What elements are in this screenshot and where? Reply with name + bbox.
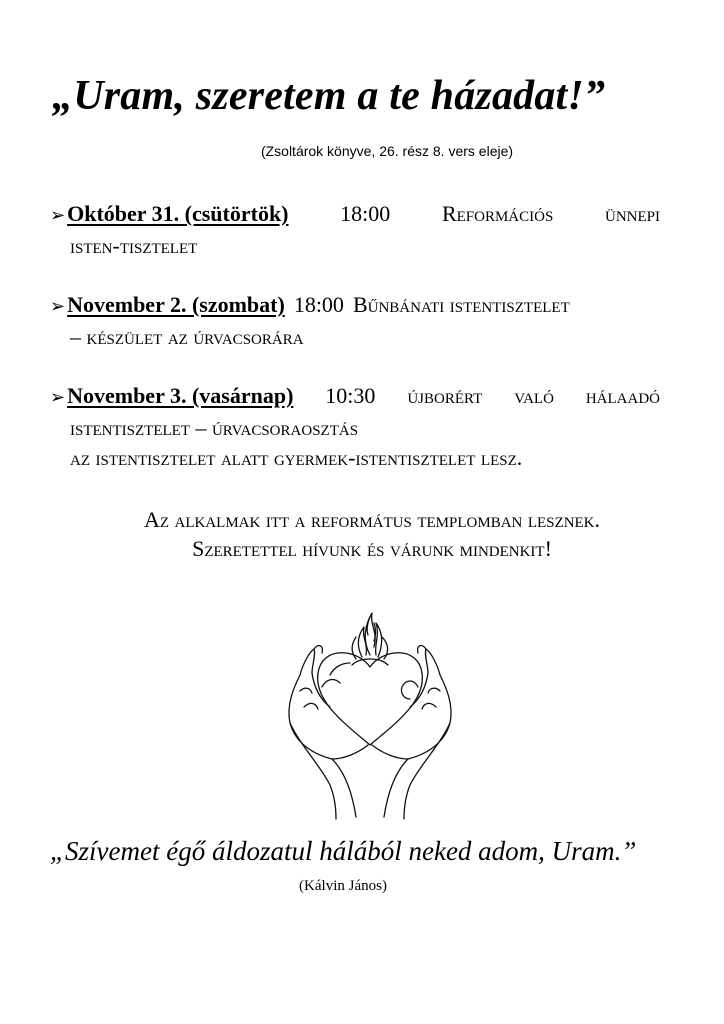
- closing-line: Szeretettel hívunk és várunk mindenkit!: [192, 536, 552, 561]
- event-time: 18:00: [293, 292, 344, 317]
- event-date: November 3. (vasárnap): [67, 383, 294, 408]
- hands-holding-burning-heart-icon: [270, 595, 470, 825]
- bible-reference: (Zsoltárok könyve, 26. rész 8. vers eleje): [260, 143, 514, 159]
- event-item: [50, 290, 660, 352]
- event-date-group: [50, 290, 285, 322]
- event-heading-line: [50, 290, 660, 322]
- event-continuation: – készület az úrvacsorára: [70, 324, 304, 349]
- event-date: November 2. (szombat): [67, 292, 285, 317]
- event-heading-line: [50, 199, 660, 231]
- event-time: 18:00: [340, 201, 391, 226]
- event-time: 10:30: [325, 383, 376, 408]
- closing-line: Az alkalmak itt a református templomban lesznek.: [143, 507, 601, 532]
- event-item: [50, 381, 660, 473]
- event-date-group: [50, 381, 293, 413]
- event-desc-word: újborért: [407, 383, 483, 408]
- flame-icon: [352, 613, 388, 665]
- event-continuation: isten-tisztelet: [70, 233, 198, 258]
- closing-quote: „Szívemet égő áldozatul hálából neked adom, Uram.”: [50, 836, 637, 866]
- event-desc-word: ünnepi: [604, 201, 660, 226]
- arrow-bullet-icon: ➢: [50, 296, 66, 317]
- event-date-group: [50, 199, 289, 231]
- event-item: [50, 199, 660, 261]
- event-heading-line: [50, 381, 660, 413]
- event-desc-word: Reformációs: [441, 201, 554, 226]
- event-desc: Bűnbánati istentisztelet: [352, 292, 570, 317]
- event-date: Október 31. (csütörtök): [67, 201, 289, 226]
- quote-author: (Kálvin János): [299, 878, 387, 894]
- event-desc-word: hálaadó: [585, 383, 660, 408]
- page-title: „Uram, szeretem a te házadat!”: [52, 73, 606, 119]
- arrow-bullet-icon: ➢: [50, 205, 66, 226]
- event-continuation: az istentisztelet alatt gyermek-istentisztelet lesz.: [70, 445, 523, 470]
- arrow-bullet-icon: ➢: [50, 387, 66, 408]
- event-continuation: istentisztelet – úrvacsoraosztás: [70, 415, 359, 440]
- event-desc-word: való: [514, 383, 554, 408]
- left-hand-icon: [289, 646, 368, 819]
- right-hand-icon: [372, 646, 451, 819]
